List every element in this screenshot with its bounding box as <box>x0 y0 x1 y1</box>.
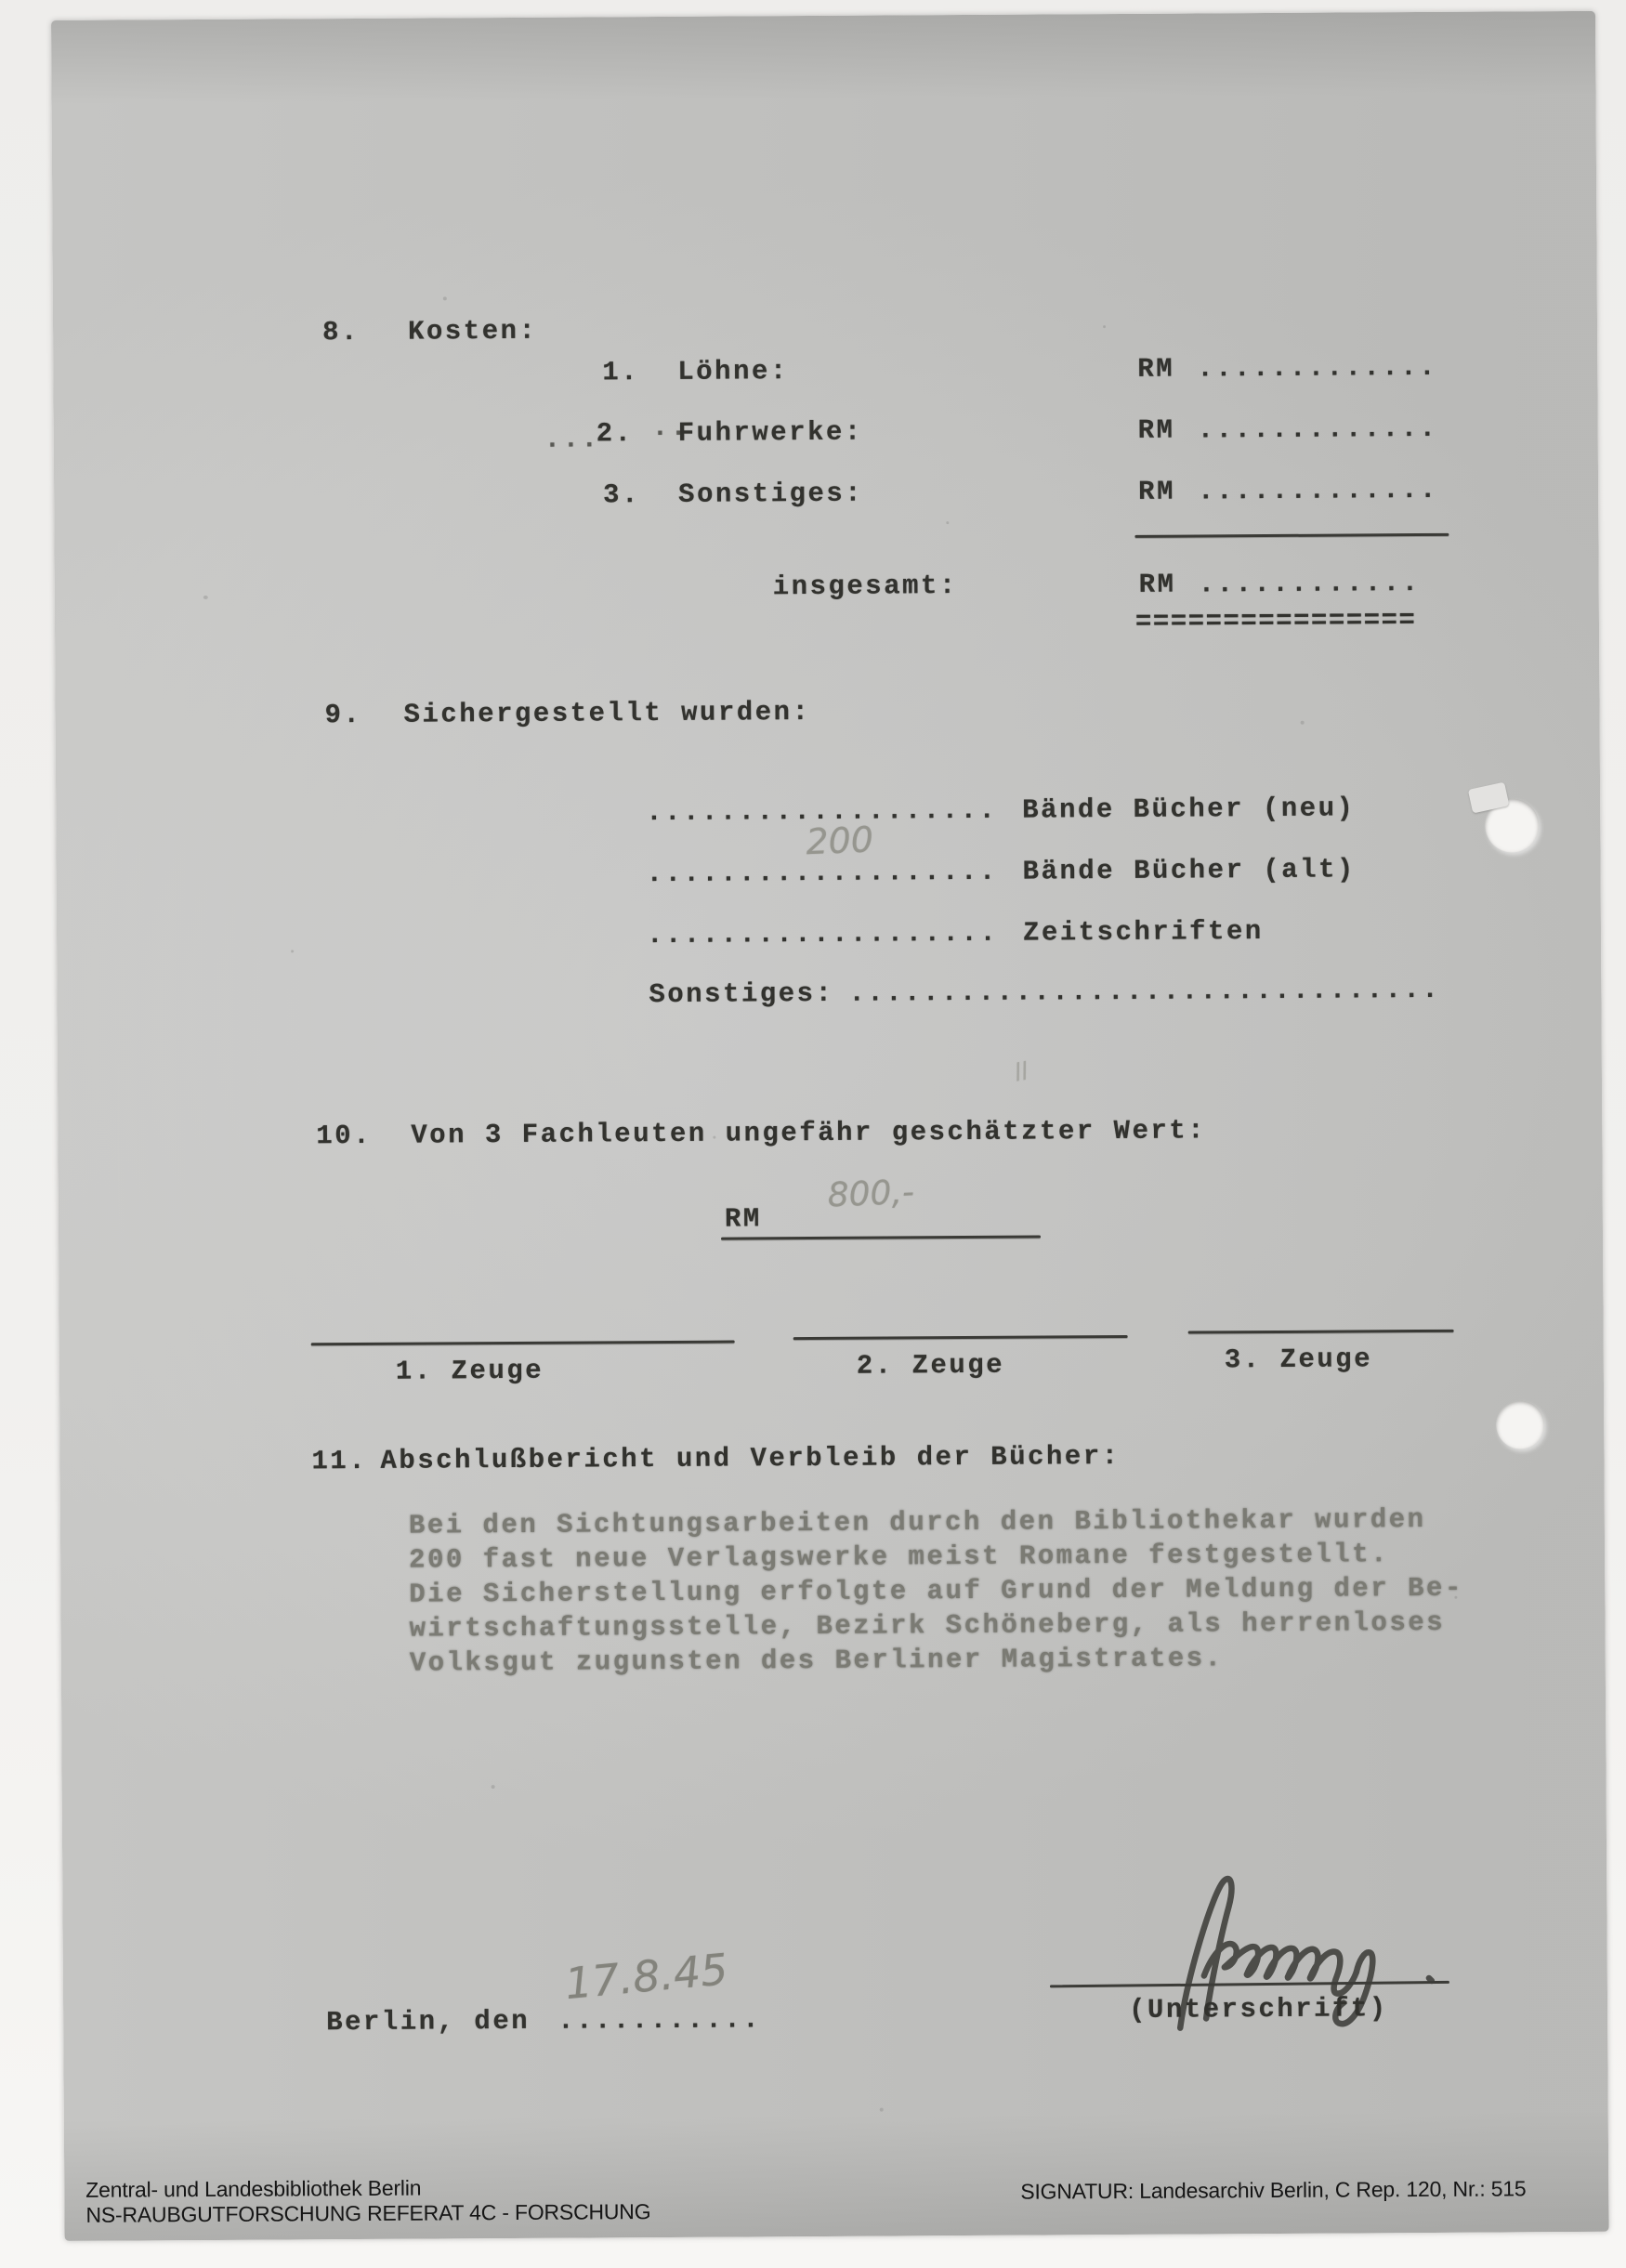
document-page <box>51 11 1609 2241</box>
cost-row-3-label: Sonstiges: <box>678 478 864 510</box>
cost-row-1-label: Löhne: <box>677 356 789 387</box>
pencil-estimated-value: 800,- <box>826 1173 915 1215</box>
secured-row-3-blank: ................... <box>646 917 999 951</box>
cost-row-1-currency: RM <box>1137 353 1175 385</box>
report-line: Volksgut zugunsten des Berliner Magistrates. <box>409 1643 1224 1679</box>
scan-speck <box>880 2108 884 2112</box>
cost-row-1-number: 1. <box>602 357 640 388</box>
final-report-paragraph <box>409 1504 1464 1680</box>
cost-row-2-blank: ............. <box>1197 413 1438 446</box>
witness-1-line <box>311 1341 735 1346</box>
scan-speck <box>203 596 208 599</box>
total-blank: ............ <box>1198 568 1421 600</box>
section-8-title: Kosten: <box>407 315 538 347</box>
other-blank: ................................ <box>848 974 1441 1009</box>
scan-speck <box>946 521 949 524</box>
scan-speck <box>1454 1596 1457 1599</box>
section-9-title: Sichergestellt wurden: <box>403 697 811 730</box>
scan-speck <box>713 1136 715 1139</box>
date-label: Berlin, den <box>326 2005 531 2039</box>
scan-speck <box>1301 721 1305 725</box>
report-line: 200 fast neue Verlagswerke meist Romane festgestellt. <box>409 1539 1390 1576</box>
report-line: wirtschaftungsstelle, Bezirk Schöneberg, als herrenloses <box>409 1606 1446 1645</box>
value-rule <box>721 1236 1041 1240</box>
double-rule: ================ <box>1134 605 1417 637</box>
scan-speck <box>443 296 447 300</box>
section-11-title: Abschlußbericht und Verbleib der Bücher: <box>380 1441 1121 1476</box>
section-11-number: 11. <box>311 1445 368 1477</box>
witness-3-label: 3. Zeuge <box>1224 1344 1373 1376</box>
report-line: Die Sicherstellung erfolgte auf Grund der Meldung der Be- <box>409 1572 1463 1610</box>
total-label: insgesamt: <box>772 570 958 603</box>
punch-hole <box>1496 1400 1544 1449</box>
scan-speck <box>492 1785 495 1789</box>
value-currency: RM <box>724 1203 762 1235</box>
cost-row-1-blank: ............. <box>1197 351 1438 385</box>
footer-library-name: Zentral- und Landesbibliothek Berlin <box>85 2175 422 2202</box>
section-9-number: 9. <box>324 699 362 731</box>
other-label: Sonstiges: <box>649 977 834 1011</box>
witness-2-label: 2. Zeuge <box>856 1349 1005 1382</box>
cost-row-2-label: Fuhrwerke: <box>677 416 863 449</box>
witness-1-label: 1. Zeuge <box>395 1355 544 1387</box>
date-blank: ........... <box>557 2004 762 2037</box>
witness-2-line <box>793 1335 1128 1340</box>
section-10-title: Von 3 Fachleuten ungefähr geschätzter Wert: <box>411 1115 1207 1151</box>
cost-row-2-number: 2. <box>596 418 634 450</box>
total-currency: RM <box>1138 569 1176 600</box>
stray-dots: .. <box>651 412 689 444</box>
secured-row-3-label: Zeitschriften <box>1022 916 1264 949</box>
cost-row-3-currency: RM <box>1138 476 1176 507</box>
punch-hole <box>1485 798 1539 852</box>
pencil-date: 17.8.45 <box>562 1944 730 2010</box>
cost-row-3-blank: ............. <box>1198 474 1438 507</box>
scan-speck <box>291 950 294 952</box>
secured-row-1-label: Bände Bücher (neu) <box>1022 793 1356 826</box>
cost-row-2-currency: RM <box>1137 414 1175 446</box>
signature-caption: (Unterschrift) <box>1129 1993 1388 2025</box>
report-line: Bei den Sichtungsarbeiten durch den Bibliothekar wurden <box>408 1503 1426 1541</box>
sum-rule <box>1134 533 1449 538</box>
pencil-count-books-old: 200 <box>805 819 874 863</box>
footer-signature-reference: SIGNATUR: Landesarchiv Berlin, C Rep. 120, Nr.: 515 <box>1020 2176 1527 2204</box>
stray-dots: ... <box>544 424 600 455</box>
footer-department: NS-RAUBGUTFORSCHUNG REFERAT 4C - FORSCHUNG <box>85 2199 651 2227</box>
section-10-number: 10. <box>316 1120 373 1152</box>
section-8-number: 8. <box>321 316 360 348</box>
cost-row-3-number: 3. <box>603 479 641 511</box>
secured-row-1-blank: ................... <box>646 794 998 829</box>
secured-row-2-label: Bände Bücher (alt) <box>1022 854 1356 887</box>
secured-row-2-blank: ................... <box>646 856 998 890</box>
scan-speck <box>1103 325 1106 328</box>
witness-3-line <box>1188 1330 1454 1334</box>
pencil-tick: ll <box>1012 1057 1030 1088</box>
